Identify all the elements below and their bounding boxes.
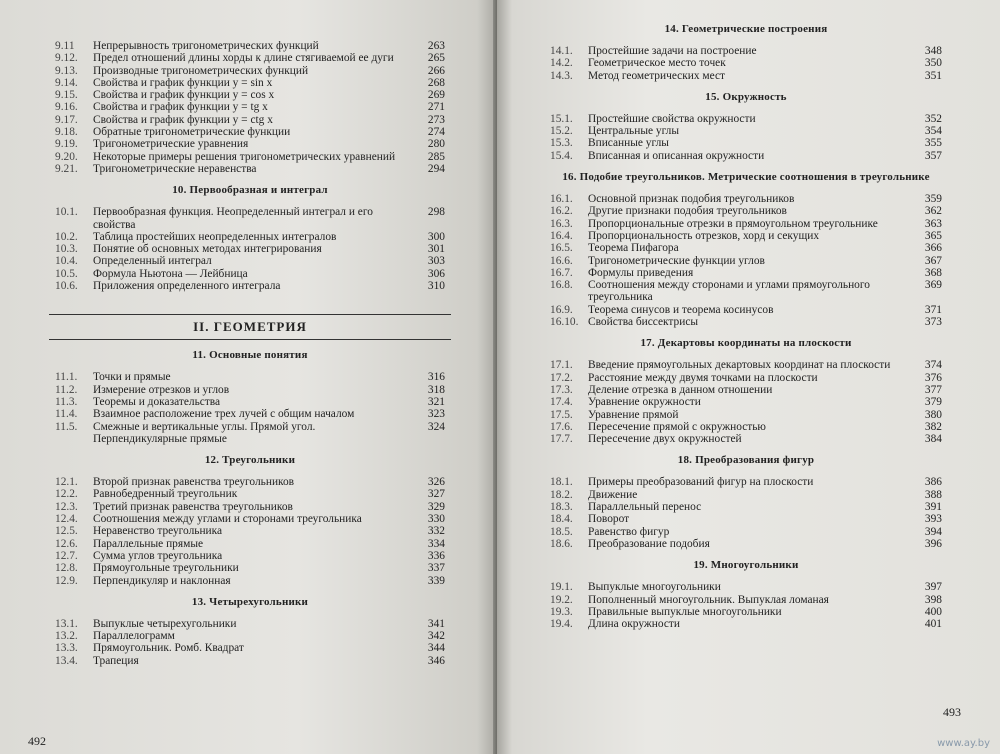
entry-title: Пересечение двух окружностей bbox=[588, 433, 742, 446]
entry-title: Определенный интеграл bbox=[93, 255, 212, 268]
entry-page: 369 bbox=[924, 279, 942, 292]
entry-page: 382 bbox=[924, 420, 942, 433]
toc-entry bbox=[55, 52, 445, 64]
toc-entry bbox=[550, 409, 942, 421]
entry-title: Прямоугольные треугольники bbox=[93, 562, 239, 575]
entry-page: 362 bbox=[924, 205, 942, 218]
entry-title: Теорема Пифагора bbox=[588, 242, 679, 255]
entry-title: Пополненный многоугольник. Выпуклая ломаная bbox=[588, 593, 829, 606]
entry-page: 376 bbox=[924, 371, 942, 384]
entry-number: 9.18. bbox=[55, 126, 78, 139]
entry-title: Уравнение окружности bbox=[588, 396, 701, 409]
entry-number: 18.4. bbox=[550, 513, 573, 526]
entry-title: Основной признак подобия треугольников bbox=[588, 193, 795, 206]
section-title: 10. Первообразная и интеграл bbox=[172, 184, 328, 197]
entry-number: 13.4. bbox=[55, 654, 78, 667]
entry-number: 17.5. bbox=[550, 408, 573, 421]
entry-page: 274 bbox=[427, 126, 445, 139]
entry-title: Свойства и график функции y = cos x bbox=[93, 89, 275, 102]
toc-entry bbox=[55, 476, 445, 488]
entry-number: 11.2. bbox=[55, 383, 78, 396]
entry-title: Неравенство треугольника bbox=[93, 525, 223, 538]
entry-title: Выпуклые многоугольники bbox=[588, 581, 721, 594]
toc-entry bbox=[550, 279, 942, 304]
entry-page: 352 bbox=[924, 112, 942, 125]
entry-number: 12.4. bbox=[55, 513, 78, 526]
toc-entry bbox=[55, 243, 445, 255]
toc-entry bbox=[550, 538, 942, 550]
section-title: 11. Основные понятия bbox=[192, 349, 308, 362]
entry-title: Измерение отрезков и углов bbox=[93, 383, 230, 396]
entry-page: 401 bbox=[924, 618, 942, 631]
entry-number: 12.9. bbox=[55, 574, 78, 587]
entry-number: 16.1. bbox=[550, 193, 573, 206]
entry-title: Свойства и график функции y = sin x bbox=[93, 76, 273, 89]
toc-entry bbox=[55, 562, 445, 574]
toc-entry bbox=[550, 57, 942, 69]
toc-entry bbox=[55, 231, 445, 243]
toc-entry bbox=[550, 125, 942, 137]
toc-entry bbox=[55, 65, 445, 77]
entry-page: 359 bbox=[924, 193, 942, 206]
entry-number: 18.1. bbox=[550, 476, 573, 489]
entry-number: 9.21. bbox=[55, 162, 78, 175]
page-number-left: 492 bbox=[28, 734, 46, 748]
entry-number: 14.3. bbox=[550, 69, 573, 82]
toc-entry bbox=[55, 630, 445, 642]
entry-number: 10.1. bbox=[55, 206, 78, 219]
entry-title: Правильные выпуклые многоугольники bbox=[588, 605, 782, 618]
entry-title: Непрерывность тригонометрических функций bbox=[93, 40, 319, 52]
entry-number: 16.10. bbox=[550, 316, 579, 329]
toc-entry bbox=[55, 89, 445, 101]
entry-title: Уравнение прямой bbox=[588, 408, 679, 421]
entry-title: Предел отношений длины хорды к длине стягиваемой ее дуги bbox=[93, 52, 394, 65]
entry-number: 11.5. bbox=[55, 420, 78, 433]
toc-entry bbox=[550, 230, 942, 242]
entry-title: Тригонометрические неравенства bbox=[93, 162, 257, 175]
entry-title: Формула Ньютона — Лейбница bbox=[93, 267, 248, 280]
entry-number: 9.16. bbox=[55, 101, 78, 114]
right-page bbox=[497, 0, 1000, 754]
toc-entry bbox=[55, 501, 445, 513]
toc-entry bbox=[55, 384, 445, 396]
entry-number: 12.6. bbox=[55, 537, 78, 550]
entry-number: 11.3. bbox=[55, 395, 78, 408]
toc-entry bbox=[550, 205, 942, 217]
toc-entry bbox=[550, 433, 942, 445]
entry-number: 19.1. bbox=[550, 581, 573, 594]
toc-entry bbox=[55, 101, 445, 113]
entry-number: 9.15. bbox=[55, 89, 78, 102]
entry-title: Трапеция bbox=[93, 654, 139, 667]
toc-entry bbox=[550, 255, 942, 267]
entry-title: Соотношения между сторонами и углами прямоугольного треугольника bbox=[588, 279, 870, 304]
toc-entry bbox=[55, 408, 445, 420]
entry-page: 273 bbox=[427, 113, 445, 126]
entry-page: 310 bbox=[427, 280, 445, 293]
right-sections bbox=[550, 23, 942, 630]
entry-page: 388 bbox=[924, 488, 942, 501]
toc-entry bbox=[55, 642, 445, 654]
entry-page: 348 bbox=[924, 45, 942, 57]
entry-number: 15.1. bbox=[550, 112, 573, 125]
entry-page: 294 bbox=[427, 162, 445, 175]
entry-page: 341 bbox=[427, 617, 445, 630]
entry-number: 16.2. bbox=[550, 205, 573, 218]
entry-title: Простейшие задачи на построение bbox=[588, 45, 757, 57]
toc-entry bbox=[550, 137, 942, 149]
toc-entry bbox=[55, 525, 445, 537]
entry-page: 350 bbox=[924, 57, 942, 70]
toc-entry bbox=[550, 513, 942, 525]
entry-page: 263 bbox=[427, 40, 445, 52]
entry-number: 17.3. bbox=[550, 383, 573, 396]
entry-number: 11.4. bbox=[55, 408, 78, 421]
entry-page: 329 bbox=[427, 500, 445, 513]
section-title: 14. Геометрические построения bbox=[664, 23, 828, 35]
toc-entry bbox=[550, 150, 942, 162]
entry-page: 298 bbox=[427, 206, 445, 219]
entry-page: 367 bbox=[924, 254, 942, 267]
entry-number: 13.2. bbox=[55, 630, 78, 643]
entry-page: 300 bbox=[427, 230, 445, 243]
entry-title: Пересечение прямой с окружностью bbox=[588, 420, 766, 433]
entry-number: 11.1. bbox=[55, 371, 78, 384]
toc-entry bbox=[550, 70, 942, 82]
entry-number: 16.8. bbox=[550, 279, 573, 292]
entry-number: 9.13. bbox=[55, 64, 78, 77]
toc-entry bbox=[550, 501, 942, 513]
entry-title: Равенство фигур bbox=[588, 525, 670, 538]
entry-number: 14.2. bbox=[550, 57, 573, 70]
entry-title: Тригонометрические уравнения bbox=[93, 138, 249, 151]
entry-number: 9.20. bbox=[55, 150, 78, 163]
entry-number: 19.4. bbox=[550, 618, 573, 631]
section-title: 13. Четырехугольники bbox=[191, 595, 309, 608]
entry-title: Равнобедренный треугольник bbox=[93, 488, 238, 501]
toc-entry bbox=[55, 550, 445, 562]
entry-number: 12.8. bbox=[55, 562, 78, 575]
entry-page: 327 bbox=[427, 488, 445, 501]
toc-entry bbox=[55, 421, 445, 446]
entry-title: Вписанные углы bbox=[588, 137, 669, 150]
entry-page: 379 bbox=[924, 396, 942, 409]
entry-page: 377 bbox=[924, 383, 942, 396]
entry-number: 12.3. bbox=[55, 500, 78, 513]
entry-page: 280 bbox=[427, 138, 445, 151]
toc-entry bbox=[55, 513, 445, 525]
entry-page: 386 bbox=[924, 476, 942, 489]
entry-page: 374 bbox=[924, 359, 942, 372]
entry-title: Введение прямоугольных декартовых координат на плоскости bbox=[588, 359, 891, 372]
entry-page: 384 bbox=[924, 433, 942, 446]
entry-page: 330 bbox=[427, 513, 445, 526]
toc-entry bbox=[550, 421, 942, 433]
entry-page: 265 bbox=[427, 52, 445, 65]
entry-title: Выпуклые четырехугольники bbox=[93, 617, 237, 630]
entry-title: Параллельные прямые bbox=[93, 537, 204, 550]
entry-page: 321 bbox=[427, 395, 445, 408]
entry-page: 363 bbox=[924, 217, 942, 230]
toc-entry bbox=[550, 45, 942, 57]
toc-entry bbox=[55, 126, 445, 138]
entry-title: Вписанная и описанная окружности bbox=[588, 149, 765, 162]
entry-page: 303 bbox=[427, 255, 445, 268]
entry-number: 18.6. bbox=[550, 537, 573, 550]
entry-title: Деление отрезка в данном отношении bbox=[588, 383, 773, 396]
entry-number: 12.1. bbox=[55, 476, 78, 489]
entry-page: 373 bbox=[924, 316, 942, 329]
toc-entry bbox=[55, 618, 445, 630]
entry-title: Простейшие свойства окружности bbox=[588, 112, 756, 125]
toc-entry bbox=[550, 384, 942, 396]
entry-title: Смежные и вертикальные углы. Прямой угол. Перпендикулярные прямые bbox=[93, 420, 316, 445]
toc-entry bbox=[55, 396, 445, 408]
left-page bbox=[0, 0, 497, 754]
watermark: www.ay.by bbox=[937, 738, 990, 749]
section-title: 12. Треугольники bbox=[204, 454, 296, 467]
entry-number: 16.5. bbox=[550, 242, 573, 255]
entry-title: Метод геометрических мест bbox=[588, 69, 725, 82]
entry-page: 396 bbox=[924, 537, 942, 550]
entry-page: 368 bbox=[924, 266, 942, 279]
entry-title: Прямоугольник. Ромб. Квадрат bbox=[93, 642, 244, 655]
entry-title: Второй признак равенства треугольников bbox=[93, 476, 295, 489]
toc-entry bbox=[550, 526, 942, 538]
entry-title: Первообразная функция. Неопределенный интеграл и его свойства bbox=[93, 206, 373, 231]
toc-entry bbox=[550, 618, 942, 630]
entry-page: 323 bbox=[427, 408, 445, 421]
section-title: 18. Преобразования фигур bbox=[677, 454, 815, 467]
entry-title: Пропорциональные отрезки в прямоугольном треугольнике bbox=[588, 217, 878, 230]
entry-number: 19.2. bbox=[550, 593, 573, 606]
page-number-right: 493 bbox=[943, 705, 961, 719]
part-rule-bottom bbox=[49, 339, 451, 340]
entry-title: Свойства и график функции y = tg x bbox=[93, 101, 268, 114]
entry-title: Формулы приведения bbox=[588, 266, 694, 279]
toc-entry bbox=[550, 396, 942, 408]
toc-entry bbox=[55, 488, 445, 500]
entry-page: 365 bbox=[924, 229, 942, 242]
entry-title: Свойства и график функции y = ctg x bbox=[93, 113, 273, 126]
entry-page: 306 bbox=[427, 267, 445, 280]
entry-number: 13.1. bbox=[55, 617, 78, 630]
toc-entry bbox=[550, 304, 942, 316]
entry-number: 19.3. bbox=[550, 605, 573, 618]
entry-page: 393 bbox=[924, 513, 942, 526]
toc-entry bbox=[55, 138, 445, 150]
entry-page: 391 bbox=[924, 501, 942, 514]
toc-entry bbox=[550, 489, 942, 501]
entry-number: 17.2. bbox=[550, 371, 573, 384]
entry-number: 9.11 bbox=[55, 40, 75, 52]
toc-entry bbox=[550, 316, 942, 328]
toc-entry bbox=[55, 114, 445, 126]
toc-entry bbox=[55, 575, 445, 587]
entry-page: 355 bbox=[924, 137, 942, 150]
entry-number: 14.1. bbox=[550, 45, 573, 57]
entry-title: Перпендикуляр и наклонная bbox=[93, 574, 231, 587]
section-title: 19. Многоугольники bbox=[693, 559, 799, 572]
entry-title: Понятие об основных методах интегрирования bbox=[93, 243, 322, 256]
entry-number: 9.19. bbox=[55, 138, 78, 151]
section-title: 15. Окружность bbox=[705, 90, 787, 103]
entry-page: 318 bbox=[427, 383, 445, 396]
entry-title: Сумма углов треугольника bbox=[93, 549, 223, 562]
entry-title: Поворот bbox=[588, 513, 630, 526]
entry-page: 394 bbox=[924, 525, 942, 538]
entry-page: 334 bbox=[427, 537, 445, 550]
entry-title: Геометрическое место точек bbox=[588, 57, 726, 70]
entry-page: 332 bbox=[427, 525, 445, 538]
entry-page: 268 bbox=[427, 76, 445, 89]
entry-page: 398 bbox=[924, 593, 942, 606]
toc-entry bbox=[55, 538, 445, 550]
part-title: II. ГЕОМЕТРИЯ bbox=[193, 319, 307, 335]
entry-title: Таблица простейших неопределенных интегралов bbox=[93, 230, 337, 243]
entry-title: Некоторые примеры решения тригонометрических уравнений bbox=[93, 150, 396, 163]
toc-entry bbox=[550, 218, 942, 230]
left-sections-geometry bbox=[55, 349, 445, 667]
entry-page: 269 bbox=[427, 89, 445, 102]
entry-number: 12.5. bbox=[55, 525, 78, 538]
entry-title: Третий признак равенства треугольников bbox=[93, 500, 293, 513]
entry-page: 301 bbox=[427, 243, 445, 256]
entry-title: Параллельный перенос bbox=[588, 501, 702, 514]
entry-page: 351 bbox=[924, 69, 942, 82]
entry-page: 371 bbox=[924, 303, 942, 316]
toc-entry bbox=[55, 371, 445, 383]
entry-title: Соотношения между углами и сторонами треугольника bbox=[93, 513, 362, 526]
entry-title: Движение bbox=[588, 488, 638, 501]
entry-title: Взаимное расположение трех лучей с общим началом bbox=[93, 408, 355, 421]
entry-title: Длина окружности bbox=[588, 618, 680, 631]
toc-entry bbox=[55, 77, 445, 89]
entry-number: 16.3. bbox=[550, 217, 573, 230]
toc-entry bbox=[550, 193, 942, 205]
toc-entry bbox=[55, 255, 445, 267]
section-title: 16. Подобие треугольников. Метрические соотношения в треугольнике bbox=[562, 171, 930, 184]
entry-page: 271 bbox=[427, 101, 445, 114]
entry-number: 10.6. bbox=[55, 280, 78, 293]
entry-number: 12.7. bbox=[55, 549, 78, 562]
toc-entry bbox=[550, 113, 942, 125]
entry-page: 366 bbox=[924, 242, 942, 255]
entry-title: Пропорциональность отрезков, хорд и секущих bbox=[588, 229, 820, 242]
entry-page: 316 bbox=[427, 371, 445, 384]
entry-number: 18.5. bbox=[550, 525, 573, 538]
section-title: 17. Декартовы координаты на плоскости bbox=[640, 337, 852, 350]
entry-title: Преобразование подобия bbox=[588, 537, 710, 550]
entry-title: Теоремы и доказательства bbox=[93, 395, 221, 408]
part-rule-top bbox=[49, 314, 451, 315]
left-sections bbox=[55, 40, 445, 292]
entry-title: Обратные тригонометрические функции bbox=[93, 126, 291, 139]
entry-number: 16.4. bbox=[550, 229, 573, 242]
entry-page: 324 bbox=[427, 420, 445, 433]
entry-title: Расстояние между двумя точками на плоскости bbox=[588, 371, 818, 384]
entry-page: 326 bbox=[427, 476, 445, 489]
toc-entry bbox=[550, 476, 942, 488]
entry-number: 17.7. bbox=[550, 433, 573, 446]
entry-number: 15.2. bbox=[550, 125, 573, 138]
entry-page: 336 bbox=[427, 549, 445, 562]
entry-page: 400 bbox=[924, 605, 942, 618]
entry-number: 17.4. bbox=[550, 396, 573, 409]
entry-number: 17.6. bbox=[550, 420, 573, 433]
entry-title: Точки и прямые bbox=[93, 371, 171, 384]
entry-number: 13.3. bbox=[55, 642, 78, 655]
entry-number: 10.3. bbox=[55, 243, 78, 256]
entry-title: Приложения определенного интеграла bbox=[93, 280, 281, 293]
entry-title: Параллелограмм bbox=[93, 630, 175, 643]
toc-entry bbox=[55, 40, 445, 52]
toc-entry bbox=[55, 655, 445, 667]
toc-entry bbox=[550, 242, 942, 254]
toc-entry bbox=[550, 372, 942, 384]
toc-entry bbox=[55, 206, 445, 231]
entry-number: 9.14. bbox=[55, 76, 78, 89]
entry-page: 285 bbox=[427, 150, 445, 163]
entry-title: Другие признаки подобия треугольников bbox=[588, 205, 787, 218]
entry-number: 15.3. bbox=[550, 137, 573, 150]
right-toc bbox=[550, 14, 942, 630]
toc-entry bbox=[55, 151, 445, 163]
entry-title: Теорема синусов и теорема косинусов bbox=[588, 303, 774, 316]
entry-number: 15.4. bbox=[550, 149, 573, 162]
toc-entry bbox=[55, 280, 445, 292]
entry-page: 354 bbox=[924, 125, 942, 138]
toc-entry bbox=[550, 359, 942, 371]
entry-number: 10.5. bbox=[55, 267, 78, 280]
toc-entry bbox=[550, 267, 942, 279]
entry-page: 339 bbox=[427, 574, 445, 587]
toc-entry bbox=[550, 581, 942, 593]
entry-title: Центральные углы bbox=[588, 125, 680, 138]
entry-number: 10.4. bbox=[55, 255, 78, 268]
entry-title: Производные тригонометрических функций bbox=[93, 64, 309, 77]
entry-page: 357 bbox=[924, 149, 942, 162]
entry-page: 342 bbox=[427, 630, 445, 643]
toc-entry bbox=[550, 606, 942, 618]
entry-title: Свойства биссектрисы bbox=[588, 316, 699, 329]
entry-page: 337 bbox=[427, 562, 445, 575]
entry-number: 9.17. bbox=[55, 113, 78, 126]
entry-number: 16.9. bbox=[550, 303, 573, 316]
entry-number: 16.6. bbox=[550, 254, 573, 267]
entry-number: 18.3. bbox=[550, 501, 573, 514]
toc-entry bbox=[55, 268, 445, 280]
entry-page: 344 bbox=[427, 642, 445, 655]
toc-entry bbox=[550, 594, 942, 606]
entry-number: 17.1. bbox=[550, 359, 573, 372]
toc-entry bbox=[55, 163, 445, 175]
entry-page: 380 bbox=[924, 408, 942, 421]
entry-page: 346 bbox=[427, 654, 445, 667]
entry-number: 16.7. bbox=[550, 266, 573, 279]
entry-title: Тригонометрические функции углов bbox=[588, 254, 765, 267]
left-toc bbox=[55, 40, 445, 667]
entry-title: Примеры преобразований фигур на плоскости bbox=[588, 476, 814, 489]
entry-number: 12.2. bbox=[55, 488, 78, 501]
entry-page: 397 bbox=[924, 581, 942, 594]
entry-page: 266 bbox=[427, 64, 445, 77]
entry-number: 18.2. bbox=[550, 488, 573, 501]
entry-number: 10.2. bbox=[55, 230, 78, 243]
entry-number: 9.12. bbox=[55, 52, 78, 65]
